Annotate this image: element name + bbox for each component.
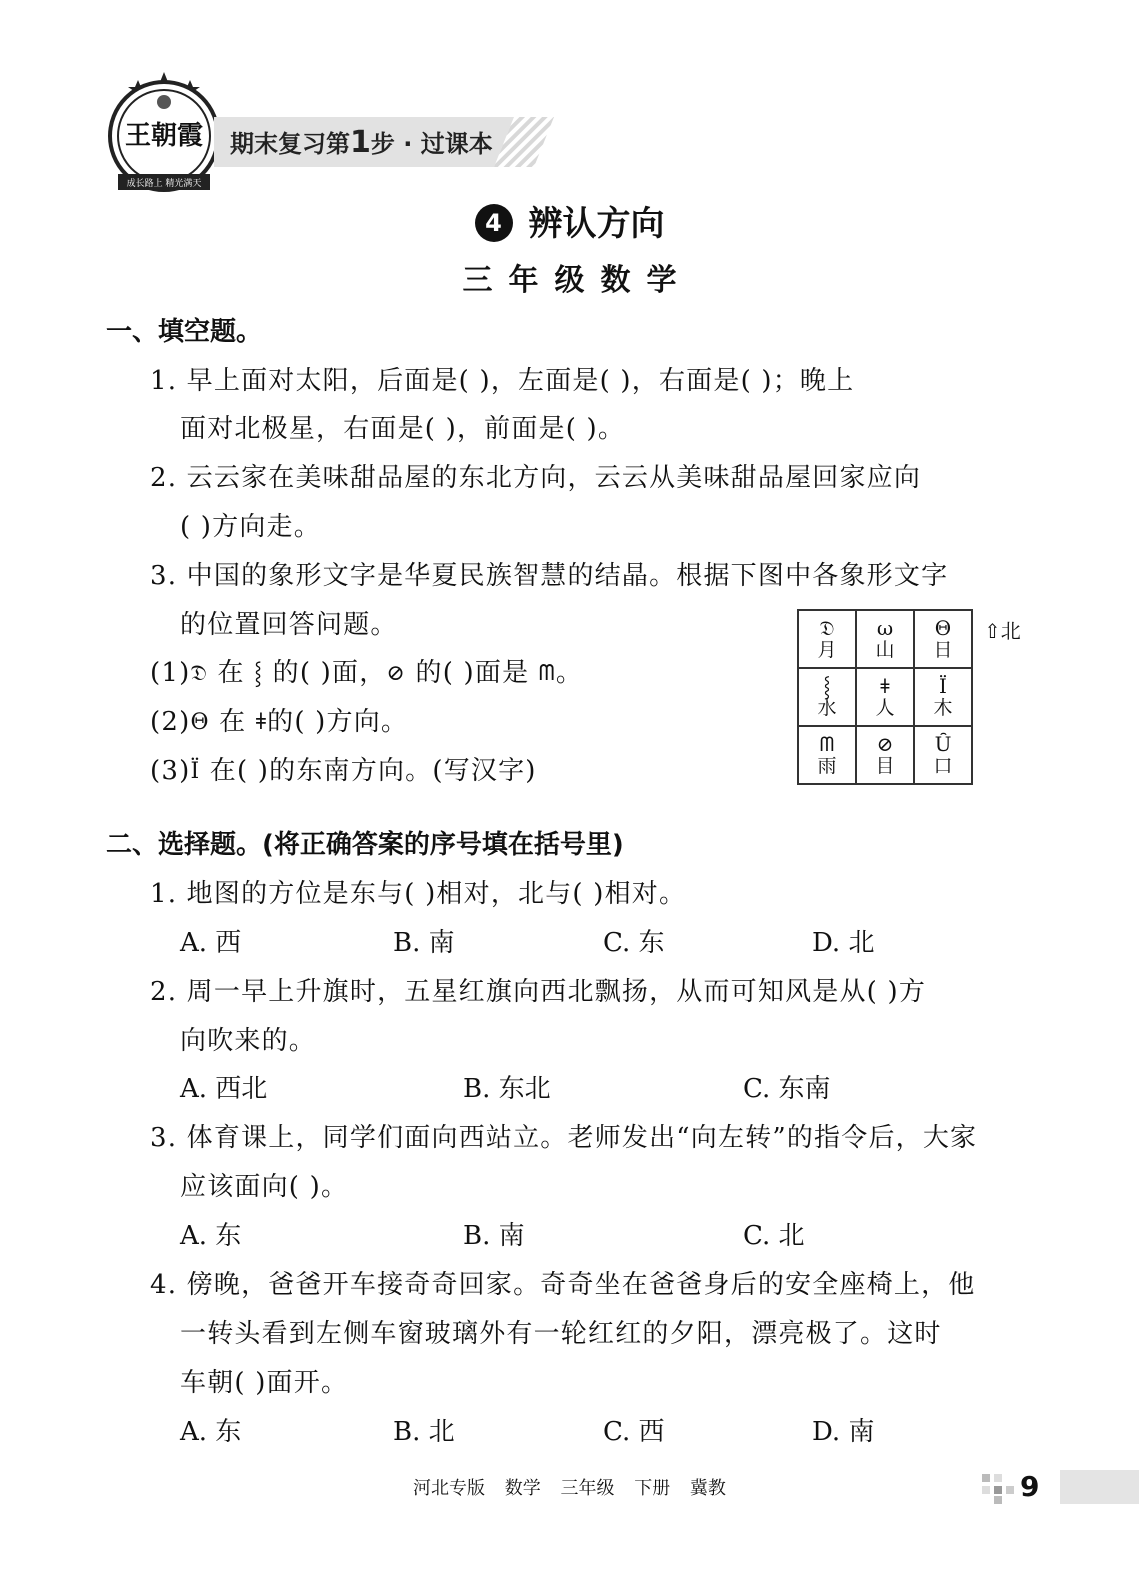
q1-3-sub3 [150, 750, 537, 787]
grid-cell [798, 610, 856, 668]
logo-slogan: 成长路上 精光满天 [126, 179, 202, 189]
banner-num: 1 [350, 125, 371, 160]
q2-4-line3: 车朝( )面开。 [180, 1368, 349, 1398]
unit-title [0, 196, 1139, 245]
q2-4-line2: 一转头看到左侧车窗玻璃外有一轮红红的夕阳，漂亮极了。这时 [180, 1319, 942, 1349]
pictograph-icon: ⊘ [876, 732, 894, 756]
eye-pictograph-icon: ⊘ [386, 661, 407, 686]
pictograph-icon: ǂ [880, 674, 890, 698]
grid-char: 山 [875, 639, 895, 661]
banner-pre: 期末复习第 [230, 130, 350, 158]
rain-pictograph-icon: ᗰ [538, 661, 556, 686]
pictograph-icon: 𝔇 [819, 616, 835, 640]
section-1-title: 一、填空题。 [106, 317, 263, 347]
sub3-a: (3) [150, 756, 191, 786]
sun-pictograph-icon: Θ [190, 710, 210, 735]
q2-3-option-a: A. 东 [180, 1221, 242, 1251]
pictograph-icon: ᗰ [819, 732, 835, 756]
q2-4-option-c: C. 西 [603, 1417, 665, 1447]
publisher-logo [104, 70, 224, 200]
sub1-d: 的( )面是 [415, 658, 530, 688]
q2-1-option-a: A. 西 [180, 928, 242, 958]
pictograph-icon: ω [876, 616, 894, 640]
q1-1-line2: 面对北极星，右面是( )，前面是( )。 [180, 414, 626, 444]
tree-pictograph-icon: Ϊ [190, 759, 201, 784]
q2-4-line1: 4. 傍晚，爸爸开车接奇奇回家。奇奇坐在爸爸身后的安全座椅上，他 [150, 1270, 976, 1300]
q1-2-line1: 2. 云云家在美味甜品屋的东北方向，云云从美味甜品屋回家应向 [150, 463, 922, 493]
sub1-a: (1) [150, 658, 191, 688]
grid-cell [914, 668, 972, 726]
logo-name: 王朝霞 [124, 121, 204, 151]
grid-cell [856, 668, 914, 726]
q2-1-option-b: B. 南 [393, 928, 455, 958]
q2-4-option-a: A. 东 [180, 1417, 242, 1447]
north-arrow-label: ⇧北 [984, 619, 1021, 643]
q2-4-option-b: B. 北 [393, 1417, 455, 1447]
grid-char: 月 [817, 639, 837, 661]
person-pictograph-icon: ǂ [255, 710, 268, 735]
sub1-c: 的( )面， [272, 658, 387, 688]
q2-3-line2: 应该面向( )。 [180, 1172, 349, 1202]
sub2-c: 的( )方向。 [267, 707, 409, 737]
q1-2-line2: ( )方向走。 [180, 512, 321, 542]
q1-3-line1: 3. 中国的象形文字是华夏民族智慧的结晶。根据下图中各象形文字 [150, 561, 949, 591]
q2-1-option-c: C. 东 [603, 928, 665, 958]
banner-post: 步 · 过课本 [370, 130, 493, 158]
q2-1-option-d: D. 北 [812, 928, 875, 958]
q2-2-option-b: B. 东北 [463, 1074, 551, 1104]
q2-2-option-c: C. 东南 [743, 1074, 831, 1104]
pictograph-grid [797, 609, 973, 785]
grid-char: 木 [933, 697, 953, 719]
grid-char: 口 [933, 755, 953, 777]
unit-title-text: 辨认方向 [528, 204, 665, 244]
footer-text: 河北专版 数学 三年级 下册 冀教 [413, 1478, 726, 1499]
q2-4-option-d: D. 南 [812, 1417, 875, 1447]
page-number-decoration [978, 1472, 1018, 1504]
subtitle: 三年级数学 [462, 263, 693, 298]
grid-cell [798, 726, 856, 784]
pictograph-icon: Θ [934, 616, 952, 640]
q2-2-option-a: A. 西北 [180, 1074, 268, 1104]
moon-pictograph-icon: 𝔇 [190, 661, 208, 686]
grid-char: 水 [817, 697, 837, 719]
pictograph-icon: Ϊ [939, 674, 947, 698]
grid-cell [856, 726, 914, 784]
sub1-b: 在 [217, 658, 245, 688]
sub3-b: 在( )的东南方向。(写汉字) [209, 756, 537, 786]
page-number: 9 [1020, 1470, 1040, 1503]
grid-cell [914, 726, 972, 784]
unit-number-badge: 4 [475, 204, 513, 242]
section-2-title: 二、选择题。(将正确答案的序号填在括号里) [106, 830, 624, 860]
pictograph-icon: ⸾ [823, 674, 831, 698]
page-number-bar [1060, 1470, 1139, 1504]
q1-1-line1: 1. 早上面对太阳，后面是( )，左面是( )，右面是( )；晚上 [150, 366, 855, 396]
q2-2-line2: 向吹来的。 [180, 1026, 317, 1056]
q2-1-line1: 1. 地图的方位是东与( )相对，北与( )相对。 [150, 879, 687, 909]
q2-2-line1: 2. 周一早上升旗时，五星红旗向西北飘扬，从而可知风是从( )方 [150, 977, 927, 1007]
q1-3-line2: 的位置回答问题。 [180, 610, 398, 640]
sub2-a: (2) [150, 707, 191, 737]
grid-cell [798, 668, 856, 726]
q2-3-line1: 3. 体育课上，同学们面向西站立。老师发出“向左转”的指令后，大家 [150, 1123, 978, 1153]
pictograph-icon: Ȗ [934, 732, 952, 756]
grid-char: 目 [875, 755, 895, 777]
sub1-e: 。 [555, 658, 584, 688]
grid-char: 人 [875, 697, 895, 719]
q2-3-option-c: C. 北 [743, 1221, 805, 1251]
q1-3-sub2 [150, 701, 408, 738]
grid-char: 日 [933, 639, 953, 661]
sub2-b: 在 [219, 707, 247, 737]
q1-3-sub1 [150, 652, 583, 689]
grid-cell [856, 610, 914, 668]
water-pictograph-icon: ⸾ [254, 661, 264, 686]
q2-3-option-b: B. 南 [463, 1221, 525, 1251]
grid-char: 雨 [817, 755, 837, 777]
grid-cell [914, 610, 972, 668]
step-banner-text [230, 124, 493, 160]
